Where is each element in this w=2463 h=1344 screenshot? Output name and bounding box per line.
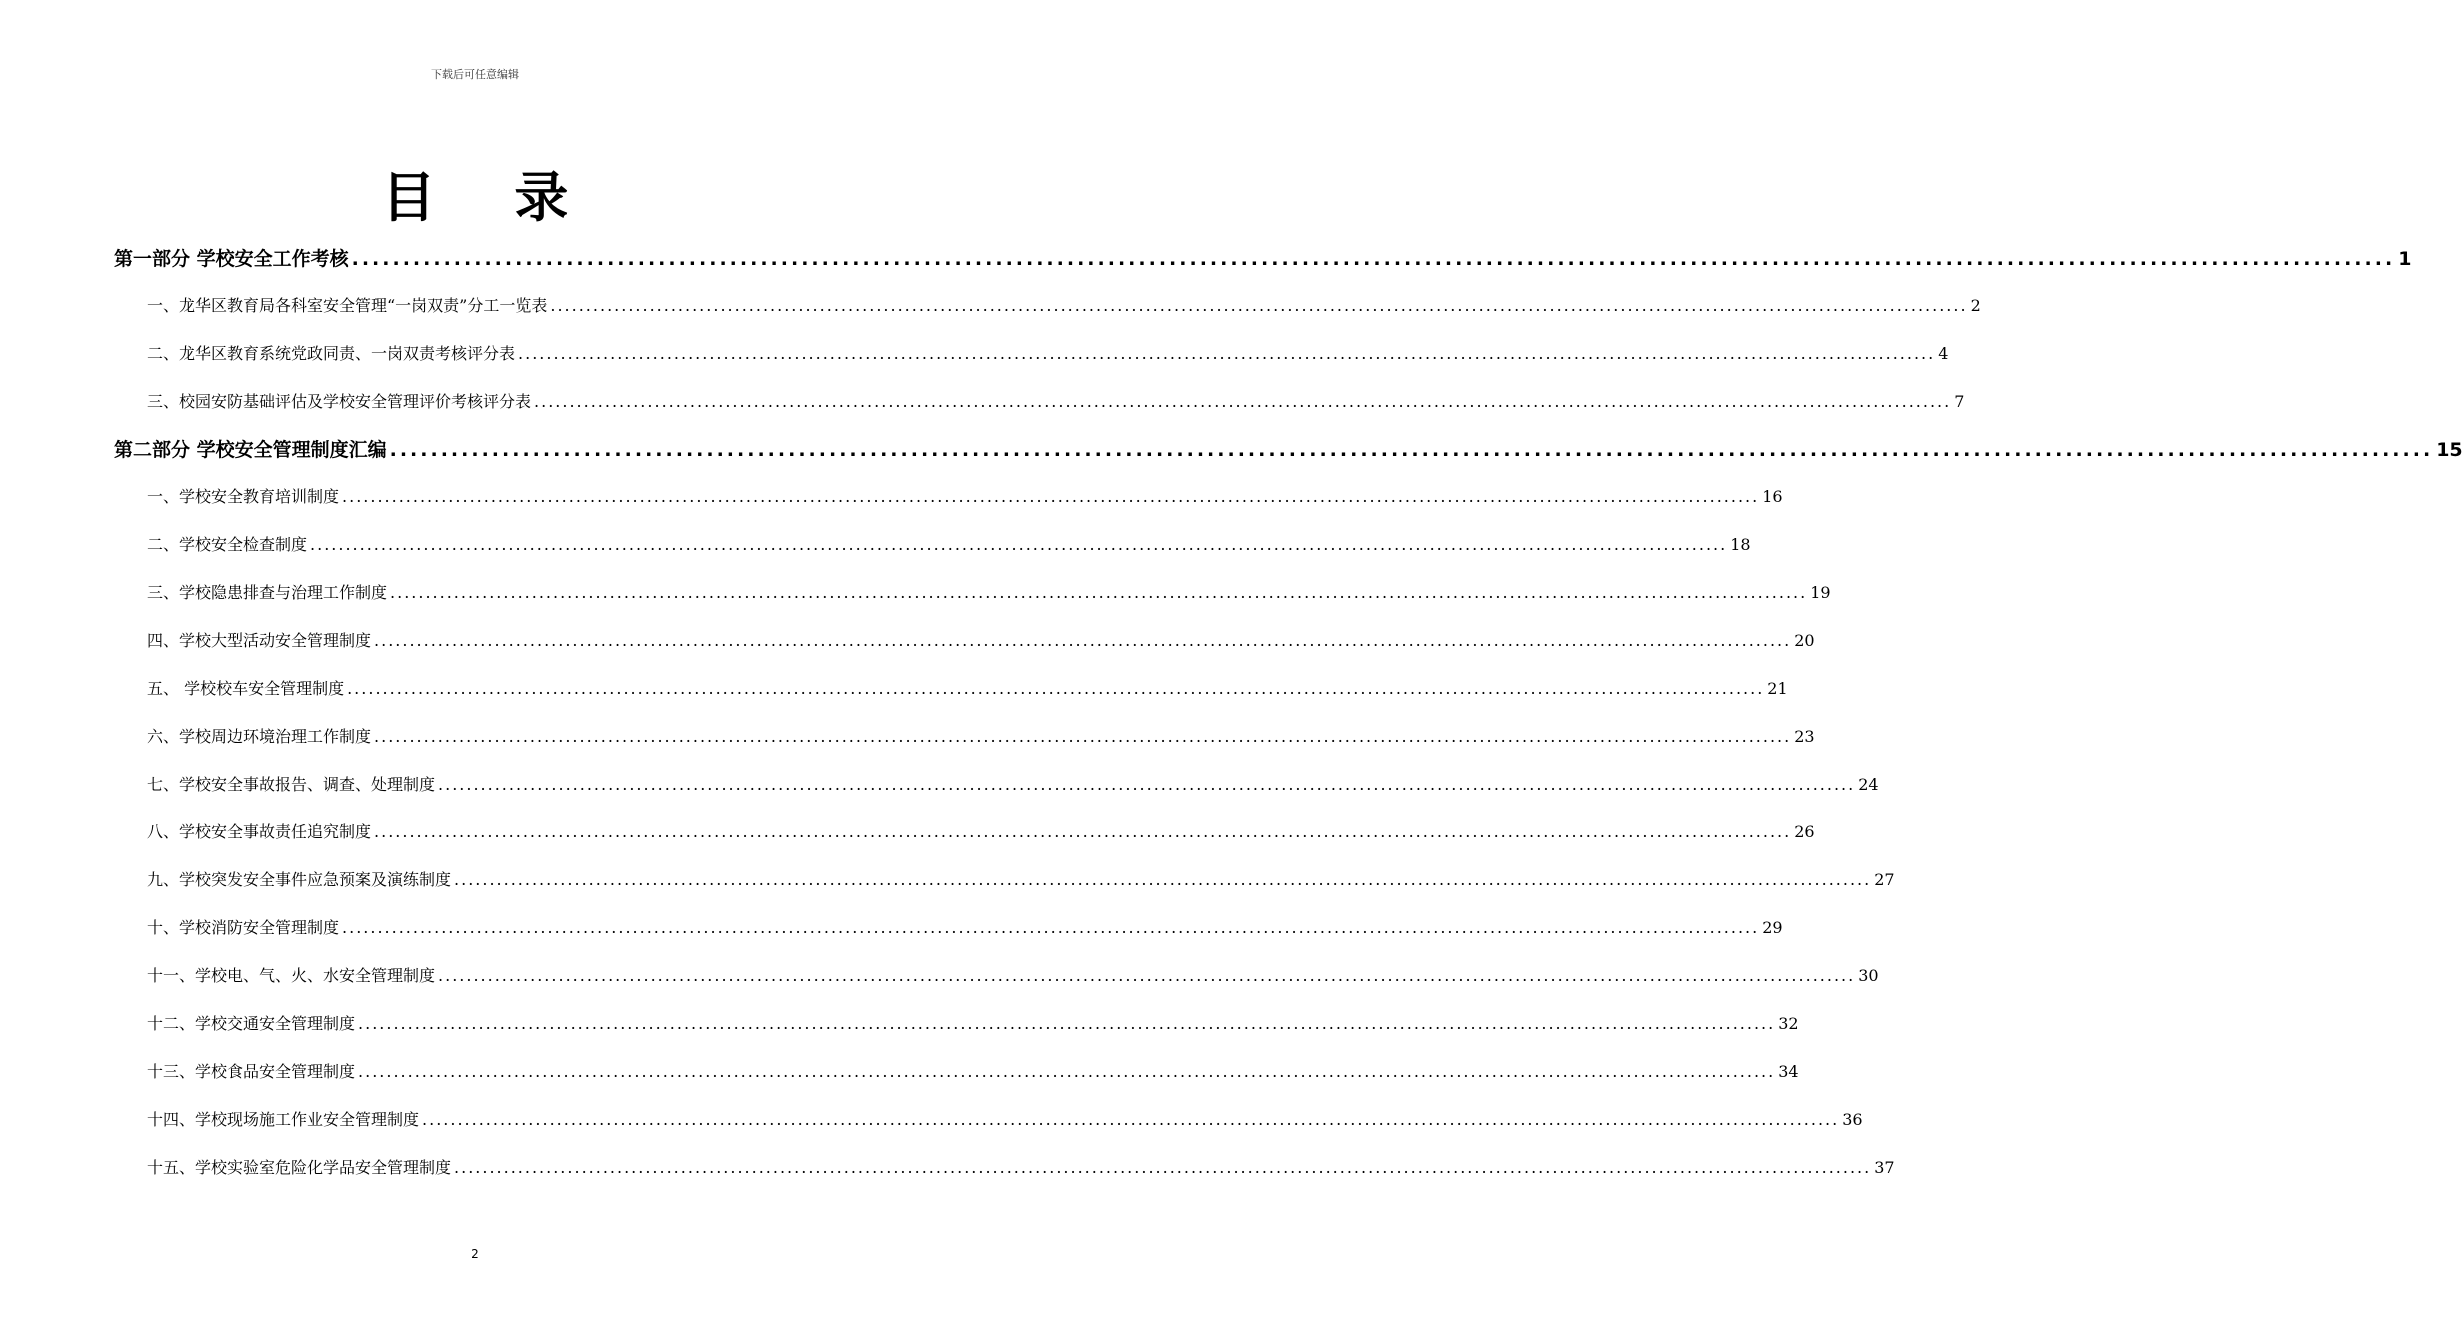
toc-dot-leader: ........................................................................................................................................................................................................ <box>358 1014 1776 1033</box>
toc-entry-page: 36 <box>1842 1110 1863 1129</box>
header-note: 下载后可任意编辑 <box>431 68 519 81</box>
toc-entry-label: 十一、学校电、气、火、水安全管理制度 <box>147 966 436 985</box>
toc-dot-leader: ........................................................................................................................................................................................................ <box>342 918 1760 937</box>
toc-dot-leader: ........................................................................................................................................................................................................ <box>374 631 1792 650</box>
toc-item-entry[interactable] <box>147 1059 1799 1082</box>
toc-dot-leader: ........................................................................................................................................................................................................ <box>351 248 2396 270</box>
toc-entry-page: 16 <box>1762 487 1783 506</box>
toc-dot-leader: ........................................................................................................................................................................................................ <box>422 1110 1840 1129</box>
toc-dot-leader: ........................................................................................................................................................................................................ <box>347 679 1765 698</box>
toc-entry-label: 一、学校安全教育培训制度 <box>147 487 340 506</box>
toc-dot-leader: ........................................................................................................................................................................................................ <box>358 1062 1776 1081</box>
toc-entry-label: 四、学校大型活动安全管理制度 <box>147 631 372 650</box>
toc-entry-label: 二、龙华区教育系统党政同责、一岗双责考核评分表 <box>147 344 516 363</box>
toc-entry-page: 34 <box>1778 1062 1799 1081</box>
toc-entry-label: 九、学校突发安全事件应急预案及演练制度 <box>147 870 452 889</box>
toc-dot-leader: ........................................................................................................................................................................................................ <box>454 1158 1872 1177</box>
toc-entry-label: 三、学校隐患排查与治理工作制度 <box>147 583 388 602</box>
toc-item-entry[interactable] <box>147 867 1895 890</box>
toc-entry-page: 30 <box>1858 966 1879 985</box>
toc-entry-label: 十、学校消防安全管理制度 <box>147 918 340 937</box>
toc-entry-page: 23 <box>1794 727 1815 746</box>
toc-entry-label: 十四、学校现场施工作业安全管理制度 <box>147 1110 420 1129</box>
toc-dot-leader: ........................................................................................................................................................................................................ <box>374 822 1792 841</box>
toc-part-entry[interactable] <box>114 435 2463 462</box>
toc-entry-page: 26 <box>1794 822 1815 841</box>
toc-dot-leader: ........................................................................................................................................................................................................ <box>550 296 1968 315</box>
toc-item-entry[interactable] <box>147 532 1751 555</box>
toc-entry-label: 六、学校周边环境治理工作制度 <box>147 727 372 746</box>
toc-item-entry[interactable] <box>147 819 1815 842</box>
toc-dot-leader: ........................................................................................................................................................................................................ <box>389 439 2434 461</box>
toc-dot-leader: ........................................................................................................................................................................................................ <box>374 727 1792 746</box>
toc-entry-label: 八、学校安全事故责任追究制度 <box>147 822 372 841</box>
toc-entry-page: 7 <box>1954 392 1965 411</box>
toc-entry-label: 十三、学校食品安全管理制度 <box>147 1062 356 1081</box>
toc-dot-leader: ........................................................................................................................................................................................................ <box>518 344 1936 363</box>
toc-entry-label: 第一部分 学校安全工作考核 <box>114 248 349 270</box>
toc-entry-page: 29 <box>1762 918 1783 937</box>
toc-entry-page: 32 <box>1778 1014 1799 1033</box>
toc-item-entry[interactable] <box>147 724 1815 747</box>
toc-entry-label: 一、龙华区教育局各科室安全管理“一岗双责”分工一览表 <box>147 296 548 315</box>
toc-part-entry[interactable] <box>114 244 2412 271</box>
toc-entry-page: 15 <box>2436 439 2463 461</box>
toc-entry-label: 二、学校安全检查制度 <box>147 535 308 554</box>
toc-entry-page: 19 <box>1810 583 1831 602</box>
toc-dot-leader: ........................................................................................................................................................................................................ <box>438 775 1856 794</box>
toc-item-entry[interactable] <box>147 1107 1863 1130</box>
toc-entry-label: 三、校园安防基础评估及学校安全管理评价考核评分表 <box>147 392 532 411</box>
toc-item-entry[interactable] <box>147 676 1788 699</box>
toc-entry-page: 18 <box>1730 535 1751 554</box>
toc-item-entry[interactable] <box>147 484 1783 507</box>
toc-item-entry[interactable] <box>147 341 1949 364</box>
toc-dot-leader: ........................................................................................................................................................................................................ <box>342 487 1760 506</box>
toc-item-entry[interactable] <box>147 1155 1895 1178</box>
toc-item-entry[interactable] <box>147 293 1981 316</box>
toc-dot-leader: ........................................................................................................................................................................................................ <box>438 966 1856 985</box>
toc-entry-label: 十五、学校实验室危险化学品安全管理制度 <box>147 1158 452 1177</box>
toc-dot-leader: ........................................................................................................................................................................................................ <box>454 870 1872 889</box>
toc-entry-page: 2 <box>1970 296 1981 315</box>
toc-dot-leader: ........................................................................................................................................................................................................ <box>310 535 1728 554</box>
toc-entry-label: 十二、学校交通安全管理制度 <box>147 1014 356 1033</box>
toc-entry-page: 27 <box>1874 870 1895 889</box>
toc-entry-page: 24 <box>1858 775 1879 794</box>
toc-entry-page: 20 <box>1794 631 1815 650</box>
toc-dot-leader: ........................................................................................................................................................................................................ <box>390 583 1808 602</box>
toc-entry-page: 4 <box>1938 344 1949 363</box>
toc-item-entry[interactable] <box>147 389 1965 412</box>
toc-entry-label: 五、 学校校车安全管理制度 <box>147 679 345 698</box>
toc-entry-page: 1 <box>2398 248 2412 270</box>
toc-item-entry[interactable] <box>147 772 1879 795</box>
toc-entry-label: 第二部分 学校安全管理制度汇编 <box>114 439 387 461</box>
toc-item-entry[interactable] <box>147 963 1879 986</box>
toc-entry-label: 七、学校安全事故报告、调查、处理制度 <box>147 775 436 794</box>
toc-entry-page: 21 <box>1767 679 1788 698</box>
toc-dot-leader: ........................................................................................................................................................................................................ <box>534 392 1952 411</box>
toc-title: 目 录 <box>381 166 599 229</box>
page-number: 2 <box>471 1247 479 1261</box>
toc-item-entry[interactable] <box>147 580 1831 603</box>
toc-item-entry[interactable] <box>147 1011 1799 1034</box>
toc-item-entry[interactable] <box>147 628 1815 651</box>
toc-item-entry[interactable] <box>147 915 1783 938</box>
toc-entry-page: 37 <box>1874 1158 1895 1177</box>
